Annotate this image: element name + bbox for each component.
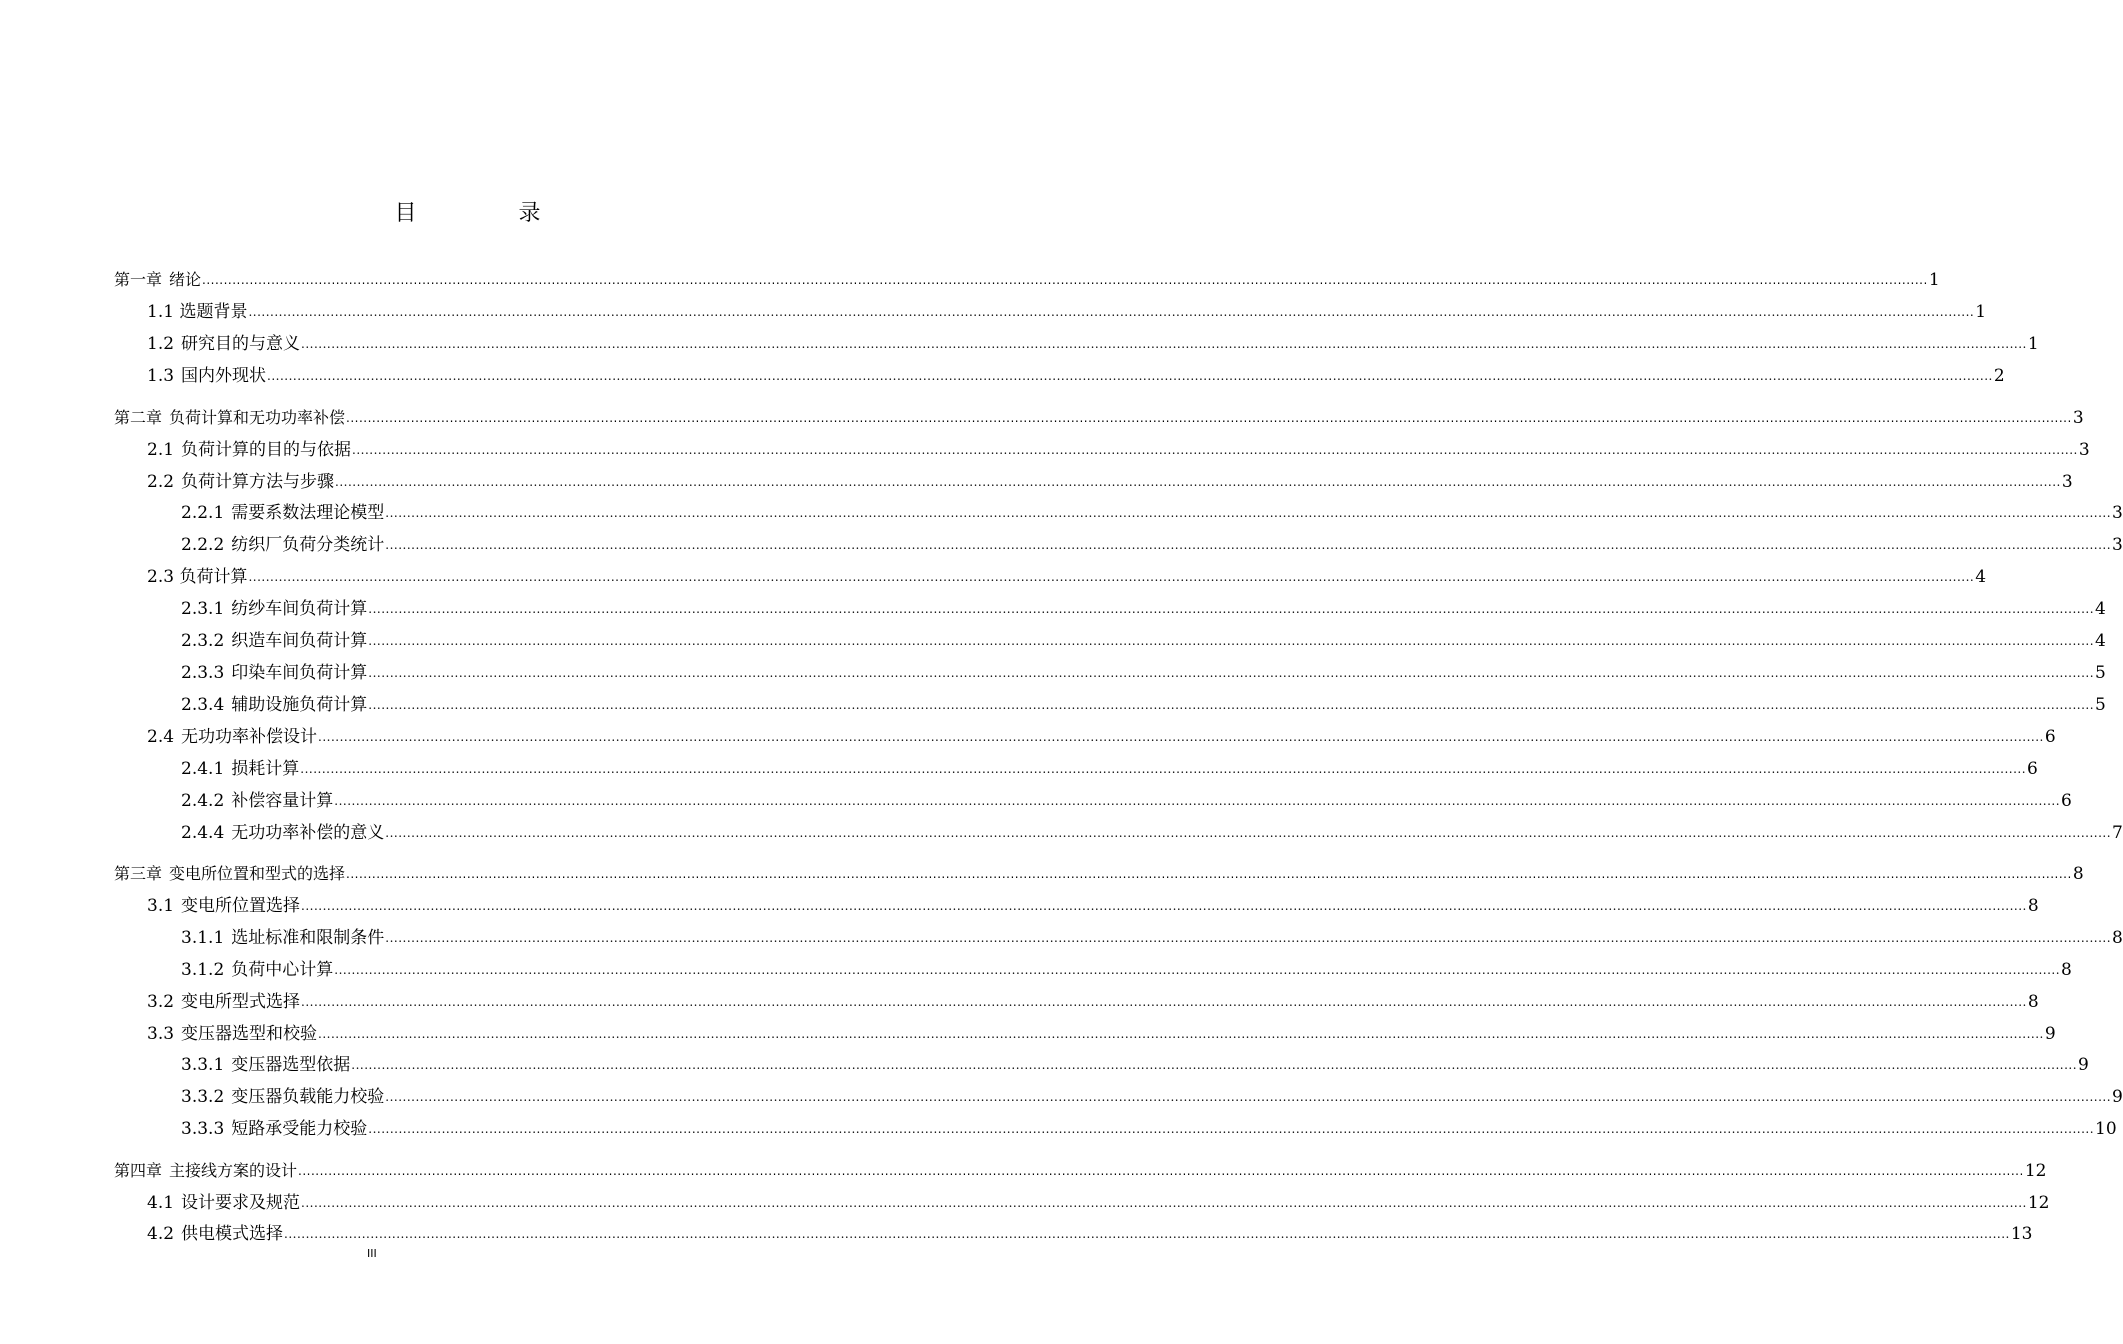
toc-entry-text: 选址标准和限制条件	[231, 928, 385, 948]
toc-section-entry[interactable]	[147, 362, 2005, 386]
toc-entry-number: 1.3	[147, 366, 175, 386]
toc-entry-text: 无功功率补偿设计	[181, 727, 318, 747]
toc-entry-label	[181, 503, 384, 523]
toc-entry-label	[147, 992, 300, 1012]
toc-entry-number: 2.4	[147, 727, 175, 747]
toc-section-entry[interactable]	[181, 1051, 2089, 1075]
toc-entry-label	[147, 1193, 300, 1213]
toc-section-entry[interactable]	[181, 595, 2106, 619]
toc-dot-leader: ................................................................................................................................................................................................................................................................................................................................................................................................................	[267, 369, 1993, 383]
toc-entry-label	[147, 1024, 317, 1044]
toc-entry-label	[181, 823, 384, 843]
toc-entry-number: 2.4.2	[181, 791, 225, 811]
toc-entry-label	[181, 695, 367, 715]
toc-section-entry[interactable]	[181, 787, 2072, 811]
toc-dot-leader: ................................................................................................................................................................................................................................................................................................................................................................................................................	[248, 570, 1975, 584]
toc-entry-text: 变压器负载能力校验	[231, 1087, 385, 1107]
toc-dot-leader: ................................................................................................................................................................................................................................................................................................................................................................................................................	[301, 1196, 2027, 1210]
toc-entry-label	[181, 631, 367, 651]
toc-entry-label	[147, 472, 334, 492]
toc-dot-leader: ................................................................................................................................................................................................................................................................................................................................................................................................................	[301, 995, 2027, 1009]
toc-entry-label	[181, 599, 367, 619]
toc-entry-label	[181, 1087, 384, 1107]
toc-entry-text: 补偿容量计算	[231, 791, 334, 811]
toc-page-number: 4	[2095, 631, 2106, 651]
toc-entry-label	[181, 663, 367, 683]
toc-page-number: 5	[2095, 695, 2106, 715]
toc-entry-label	[181, 759, 299, 779]
toc-section-entry[interactable]	[181, 819, 2123, 843]
toc-entry-text: 无功功率补偿的意义	[231, 823, 385, 843]
toc-entry-number: 2.3.2	[181, 631, 225, 651]
toc-page-number: 6	[2061, 791, 2072, 811]
toc-entry-label	[147, 567, 247, 587]
toc-dot-leader: ................................................................................................................................................................................................................................................................................................................................................................................................................	[352, 443, 2078, 457]
toc-dot-leader: ................................................................................................................................................................................................................................................................................................................................................................................................................	[385, 1090, 2112, 1104]
toc-entry-label	[147, 1224, 283, 1244]
toc-dot-leader: ................................................................................................................................................................................................................................................................................................................................................................................................................	[385, 826, 2112, 840]
toc-entry-number: 2.3.4	[181, 695, 225, 715]
toc-entry-number: 3.3.3	[181, 1119, 225, 1139]
toc-page-number: 1	[1975, 302, 1987, 322]
toc-page-number: 7	[2112, 823, 2123, 843]
toc-entry-text: 辅助设施负荷计算	[231, 695, 368, 715]
toc-dot-leader: ................................................................................................................................................................................................................................................................................................................................................................................................................	[368, 666, 2095, 680]
toc-page-number: 1	[2027, 334, 2039, 354]
toc-entry-text: 负荷计算方法与步骤	[181, 472, 335, 492]
toc-entry-text: 变压器选型和校验	[181, 1024, 318, 1044]
toc-entry-label	[114, 864, 345, 884]
toc-section-entry[interactable]	[181, 499, 2123, 523]
toc-entry-text: 1.1 选题背景	[147, 302, 248, 322]
toc-dot-leader: ................................................................................................................................................................................................................................................................................................................................................................................................................	[368, 634, 2095, 648]
toc-dot-leader: ................................................................................................................................................................................................................................................................................................................................................................................................................	[202, 273, 1928, 287]
toc-page-number: 3	[2112, 503, 2123, 523]
toc-chapter-entry[interactable]	[114, 860, 2084, 884]
toc-page-number: 8	[2027, 896, 2039, 916]
toc-page-number: 10	[2095, 1119, 2117, 1139]
toc-entry-text: 纺纱车间负荷计算	[231, 599, 368, 619]
toc-entry-text: 供电模式选择	[181, 1224, 284, 1244]
toc-page-number: 8	[2072, 864, 2084, 884]
toc-entry-number: 2.3.1	[181, 599, 225, 619]
toc-entry-text: 织造车间负荷计算	[231, 631, 368, 651]
toc-dot-leader: ................................................................................................................................................................................................................................................................................................................................................................................................................	[334, 963, 2061, 977]
toc-page-number: 3	[2078, 440, 2090, 460]
toc-entry-number: 第一章	[114, 270, 163, 289]
toc-entry-label	[181, 1119, 367, 1139]
toc-entry-number: 2.4.1	[181, 759, 225, 779]
toc-section-entry[interactable]	[147, 1220, 2033, 1244]
toc-section-entry[interactable]	[147, 468, 2073, 492]
toc-entry-text: 主接线方案的设计	[169, 1161, 298, 1180]
toc-section-entry[interactable]	[181, 956, 2072, 980]
toc-dot-leader: ................................................................................................................................................................................................................................................................................................................................................................................................................	[368, 602, 2095, 616]
toc-section-entry[interactable]	[147, 563, 1987, 587]
toc-entry-text: 纺织厂负荷分类统计	[231, 535, 385, 555]
toc-entry-text: 绪论	[169, 270, 202, 289]
toc-entry-number: 2.4.4	[181, 823, 225, 843]
toc-entry-number: 3.3	[147, 1024, 175, 1044]
toc-page-number: 13	[2010, 1224, 2033, 1244]
toc-section-entry[interactable]	[147, 1020, 2056, 1044]
toc-chapter-entry[interactable]	[114, 404, 2084, 428]
toc-section-entry[interactable]	[147, 298, 1987, 322]
toc-entry-number: 第四章	[114, 1161, 163, 1180]
toc-page-number: 8	[2061, 960, 2072, 980]
toc-entry-label	[181, 535, 384, 555]
toc-page-number: 6	[2044, 727, 2056, 747]
toc-title: 目 录	[394, 201, 581, 226]
toc-entry-text: 需要系数法理论模型	[231, 503, 385, 523]
toc-entry-text: 损耗计算	[231, 759, 300, 779]
toc-page-number: 2	[1993, 366, 2005, 386]
toc-page-number: 5	[2095, 663, 2106, 683]
toc-entry-label	[147, 302, 247, 322]
page-number-footer: III	[367, 1247, 377, 1260]
toc-entry-number: 2.2.1	[181, 503, 225, 523]
toc-entry-number: 2.2	[147, 472, 175, 492]
toc-entry-number: 3.1.2	[181, 960, 225, 980]
toc-entry-text: 国内外现状	[181, 366, 267, 386]
toc-section-entry[interactable]	[181, 691, 2106, 715]
toc-dot-leader: ................................................................................................................................................................................................................................................................................................................................................................................................................	[385, 538, 2112, 552]
toc-page-number: 12	[2024, 1161, 2047, 1181]
toc-dot-leader: ................................................................................................................................................................................................................................................................................................................................................................................................................	[334, 794, 2061, 808]
toc-entry-number: 3.3.1	[181, 1055, 225, 1075]
toc-entry-number: 3.3.2	[181, 1087, 225, 1107]
toc-chapter-entry[interactable]	[114, 266, 1940, 290]
toc-section-entry[interactable]	[181, 627, 2106, 651]
toc-entry-label	[147, 727, 317, 747]
toc-chapter-entry[interactable]	[114, 1157, 2047, 1181]
toc-entry-label	[181, 928, 384, 948]
toc-dot-leader: ................................................................................................................................................................................................................................................................................................................................................................................................................	[346, 411, 2072, 425]
toc-entry-number: 3.1.1	[181, 928, 225, 948]
toc-section-entry[interactable]	[147, 330, 2039, 354]
toc-dot-leader: ................................................................................................................................................................................................................................................................................................................................................................................................................	[300, 762, 2027, 776]
toc-entry-number: 3.1	[147, 896, 175, 916]
toc-entry-text: 研究目的与意义	[181, 334, 301, 354]
toc-entry-number: 1.2	[147, 334, 175, 354]
toc-entry-number: 2.3.3	[181, 663, 225, 683]
toc-page-number: 3	[2112, 535, 2123, 555]
toc-section-entry[interactable]	[147, 723, 2056, 747]
toc-dot-leader: ................................................................................................................................................................................................................................................................................................................................................................................................................	[318, 1027, 2044, 1041]
toc-entry-number: 4.2	[147, 1224, 175, 1244]
toc-entry-text: 负荷计算和无功功率补偿	[169, 408, 346, 427]
toc-entry-label	[147, 896, 300, 916]
toc-section-entry[interactable]	[181, 1115, 2117, 1139]
toc-section-entry[interactable]	[181, 1083, 2123, 1107]
toc-page-number: 3	[2072, 408, 2084, 428]
toc-entry-text: 2.3 负荷计算	[147, 567, 248, 587]
toc-section-entry[interactable]	[147, 1189, 2050, 1213]
toc-entry-number: 2.1	[147, 440, 175, 460]
toc-section-entry[interactable]	[181, 659, 2106, 683]
toc-entry-text: 负荷计算的目的与依据	[181, 440, 352, 460]
toc-dot-leader: ................................................................................................................................................................................................................................................................................................................................................................................................................	[368, 698, 2095, 712]
toc-entry-number: 2.2.2	[181, 535, 225, 555]
toc-dot-leader: ................................................................................................................................................................................................................................................................................................................................................................................................................	[385, 931, 2112, 945]
toc-dot-leader: ................................................................................................................................................................................................................................................................................................................................................................................................................	[346, 867, 2072, 881]
toc-page-number: 3	[2061, 472, 2073, 492]
toc-dot-leader: ................................................................................................................................................................................................................................................................................................................................................................................................................	[301, 337, 2027, 351]
toc-page-number: 9	[2112, 1087, 2123, 1107]
toc-page-number: 4	[2095, 599, 2106, 619]
toc-entry-number: 第三章	[114, 864, 163, 883]
toc-page-number: 9	[2044, 1024, 2056, 1044]
toc-entry-label	[147, 366, 266, 386]
toc-entry-label	[147, 334, 300, 354]
toc-page-number: 12	[2027, 1193, 2050, 1213]
toc-dot-leader: ................................................................................................................................................................................................................................................................................................................................................................................................................	[248, 305, 1975, 319]
toc-section-entry[interactable]	[147, 988, 2039, 1012]
toc-dot-leader: ................................................................................................................................................................................................................................................................................................................................................................................................................	[284, 1227, 2010, 1241]
toc-entry-text: 印染车间负荷计算	[231, 663, 368, 683]
toc-entry-text: 短路承受能力校验	[231, 1119, 368, 1139]
toc-entry-text: 变电所位置选择	[181, 896, 301, 916]
toc-entry-number: 3.2	[147, 992, 175, 1012]
toc-section-entry[interactable]	[181, 924, 2123, 948]
toc-entry-label	[114, 408, 345, 428]
toc-dot-leader: ................................................................................................................................................................................................................................................................................................................................................................................................................	[351, 1058, 2078, 1072]
toc-page-number: 8	[2027, 992, 2039, 1012]
toc-page-number: 1	[1928, 270, 1940, 290]
toc-section-entry[interactable]	[147, 436, 2090, 460]
toc-entry-label	[147, 440, 351, 460]
toc-section-entry[interactable]	[147, 892, 2039, 916]
toc-dot-leader: ................................................................................................................................................................................................................................................................................................................................................................................................................	[301, 899, 2027, 913]
toc-page-number: 9	[2078, 1055, 2089, 1075]
toc-dot-leader: ................................................................................................................................................................................................................................................................................................................................................................................................................	[385, 506, 2112, 520]
toc-entry-text: 变压器选型依据	[231, 1055, 351, 1075]
toc-dot-leader: ................................................................................................................................................................................................................................................................................................................................................................................................................	[298, 1164, 2024, 1178]
toc-entry-text: 设计要求及规范	[181, 1193, 301, 1213]
toc-entry-label	[181, 791, 333, 811]
toc-entry-text: 变电所位置和型式的选择	[169, 864, 346, 883]
toc-entry-text: 变电所型式选择	[181, 992, 301, 1012]
toc-page-number: 6	[2027, 759, 2038, 779]
toc-page-number: 8	[2112, 928, 2123, 948]
toc-entry-label	[181, 960, 333, 980]
toc-entry-label	[114, 270, 201, 290]
toc-page-number: 4	[1975, 567, 1987, 587]
toc-dot-leader: ................................................................................................................................................................................................................................................................................................................................................................................................................	[335, 475, 2061, 489]
toc-entry-number: 第二章	[114, 408, 163, 427]
toc-entry-label	[114, 1161, 297, 1181]
toc-dot-leader: ................................................................................................................................................................................................................................................................................................................................................................................................................	[368, 1122, 2095, 1136]
toc-entry-text: 负荷中心计算	[231, 960, 334, 980]
toc-section-entry[interactable]	[181, 755, 2038, 779]
toc-dot-leader: ................................................................................................................................................................................................................................................................................................................................................................................................................	[318, 730, 2044, 744]
toc-entry-number: 4.1	[147, 1193, 175, 1213]
toc-section-entry[interactable]	[181, 531, 2123, 555]
toc-entry-label	[181, 1055, 350, 1075]
